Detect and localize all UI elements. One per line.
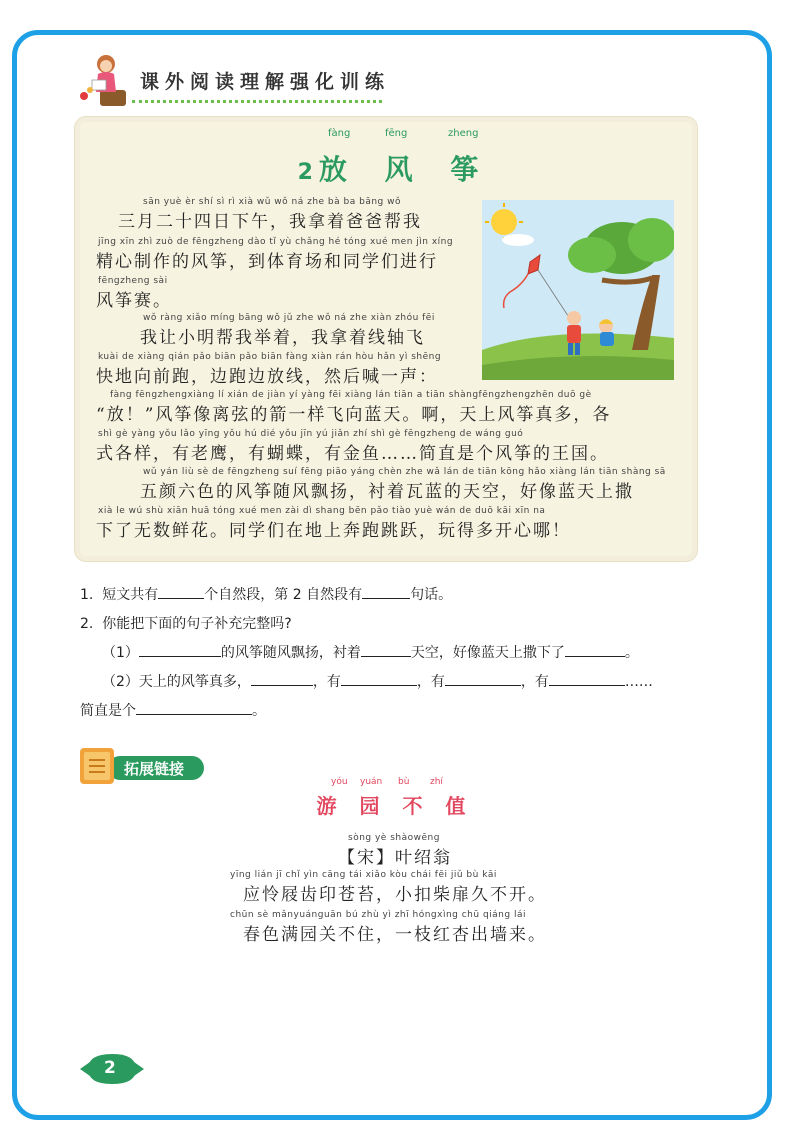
q2-2-text-g: 。 — [252, 703, 266, 719]
q2-text: 你能把下面的句子补充完整吗? — [102, 616, 292, 632]
story-line: 下了无数鲜花。同学们在地上奔跑跳跃，玩得多开心哪！ — [96, 521, 571, 541]
q1-text-b: 个自然段，第 — [204, 587, 289, 603]
story-line: 五颜六色的风筝随风飘扬，衬着瓦蓝的天空，好像蓝天上撒 — [140, 482, 634, 502]
story-line: 式各样，有老鹰，有蝴蝶，有金鱼……简直是个风筝的王国。 — [96, 444, 609, 464]
extension-label: 拓展链接 — [124, 760, 185, 778]
q2-2-text-b: ，有 — [312, 674, 341, 690]
header-divider — [132, 100, 382, 103]
q1-number: 1. — [80, 587, 94, 603]
q1-blank-sentences[interactable] — [362, 584, 410, 599]
line-pinyin: fēngzheng sài — [98, 276, 168, 286]
poem-author: 【宋】叶绍翁 — [338, 848, 452, 868]
q2-2-label: （2） — [102, 674, 139, 690]
story-line: 三月二十四日下午，我拿着爸爸帮我 — [118, 212, 422, 232]
line-pinyin: fàng fēngzhengxiàng lí xián de jiàn yí yàng fēi xiàng lán tiān a tiān shàngfēngzhengzhēn duō gè — [110, 390, 592, 400]
q2-1-blank-2[interactable] — [361, 642, 411, 657]
poem-title-pinyin-2: yuán — [360, 777, 383, 787]
q2-2-blank-3[interactable] — [445, 671, 521, 686]
q2-2-text-f: 简直是个 — [80, 703, 136, 719]
author-pinyin: sòng yè shàowēng — [348, 833, 440, 843]
line-pinyin: kuài de xiàng qián pǎo biān pǎo biān fàng xiàn rán hòu hǎn yì shēng — [98, 352, 442, 362]
page-number: 2 — [104, 1058, 116, 1078]
story-line: 风筝赛。 — [96, 291, 172, 311]
reading-girl-icon — [78, 50, 130, 110]
q1-text-a: 短文共有 — [102, 587, 159, 603]
story-line: 精心制作的风筝，到体育场和同学们进行 — [96, 252, 438, 272]
question-1 — [80, 584, 452, 604]
q2-1-text-b: 天空，好像蓝天上撒下了 — [410, 645, 565, 661]
story-line: 快地向前跑，边跑边放线，然后喊一声： — [96, 367, 438, 387]
story-line: “放！”风筝像离弦的箭一样飞向蓝天。啊，天上风筝真多，各 — [96, 405, 612, 425]
q2-2-blank-1[interactable] — [251, 671, 313, 686]
story-title-text: 放 风 筝 — [318, 153, 493, 186]
kite-flying-illustration — [482, 200, 674, 380]
q2-1-blank-1[interactable] — [139, 642, 221, 657]
q2-1-text-a: 的风筝随风飘扬，衬着 — [220, 645, 361, 661]
q2-2-text-c: ，有 — [416, 674, 445, 690]
line-pinyin: wǒ ràng xiǎo míng bāng wǒ jǔ zhe wǒ ná zhe xiàn zhóu fēi — [143, 313, 435, 323]
title-pinyin-1: fàng — [328, 128, 351, 139]
q2-1-text-c: 。 — [624, 645, 639, 661]
title-pinyin-2: fēng — [385, 128, 408, 139]
line-pinyin: jīng xīn zhì zuò de fēngzheng dào tǐ yù chǎng hé tóng xué men jìn xíng — [98, 237, 454, 247]
q1-text-c: 2 — [292, 587, 302, 603]
question-2-2-cont — [80, 700, 266, 720]
poem-title-pinyin-4: zhí — [430, 777, 443, 787]
q1-blank-paragraphs[interactable] — [158, 584, 204, 599]
story-number: 2 — [297, 160, 313, 185]
q2-1-label: （1） — [102, 645, 139, 661]
line-pinyin: sān yuè èr shí sì rì xià wǔ wǒ ná zhe bà ba bāng wǒ — [143, 197, 401, 207]
q2-2-text-a: 天上的风筝真多， — [138, 674, 251, 690]
q2-2-text-e: …… — [624, 674, 653, 690]
line-pinyin: wǔ yán liù sè de fēngzheng suí fēng piāo yáng chèn zhe wǎ lán de tiān kōng hǎo xiàng lán tiān shàng sā — [143, 467, 666, 477]
q2-2-blank-2[interactable] — [341, 671, 417, 686]
q2-2-blank-5[interactable] — [136, 700, 252, 715]
story-line: 我让小明帮我举着，我拿着线轴飞 — [140, 328, 425, 348]
q2-1-blank-3[interactable] — [565, 642, 625, 657]
title-pinyin-3: zheng — [448, 128, 479, 139]
header-title: 课外阅读理解强化训练 — [140, 71, 391, 93]
poem-line-1: 应怜屐齿印苍苔，小扣柴扉久不开。 — [243, 885, 547, 905]
q1-text-d: 自然段有 — [306, 587, 363, 603]
story-title — [0, 148, 790, 188]
poem-title-pinyin-3: bù — [398, 777, 410, 787]
q2-2-text-d: ，有 — [520, 674, 549, 690]
poem-line-2-pinyin: chūn sè mǎnyuánguān bú zhù yì zhī hóngxìng chū qiáng lái — [230, 910, 526, 920]
q2-number: 2. — [80, 616, 94, 632]
line-pinyin: xià le wú shù xiān huā tóng xué men zài dì shang bēn pǎo tiào yuè wán de duō kāi xīn na — [98, 506, 546, 516]
q1-text-e: 句话。 — [410, 587, 453, 603]
line-pinyin: shì gè yàng yǒu lǎo yīng yǒu hú dié yǒu jīn yú jiǎn zhí shì gè fēngzheng de wáng guó — [98, 429, 524, 439]
poem-line-1-pinyin: yīng lián jī chǐ yìn cāng tái xiǎo kòu chái fēi jiǔ bù kāi — [230, 870, 497, 880]
q2-2-blank-4[interactable] — [549, 671, 625, 686]
question-2-2 — [102, 671, 653, 691]
question-2-1 — [102, 642, 639, 662]
question-2 — [80, 613, 292, 633]
poem-title-pinyin-1: yóu — [331, 777, 348, 787]
poem-title: 游 园 不 值 — [316, 794, 474, 818]
poem-line-2: 春色满园关不住，一枝红杏出墙来。 — [243, 925, 547, 945]
